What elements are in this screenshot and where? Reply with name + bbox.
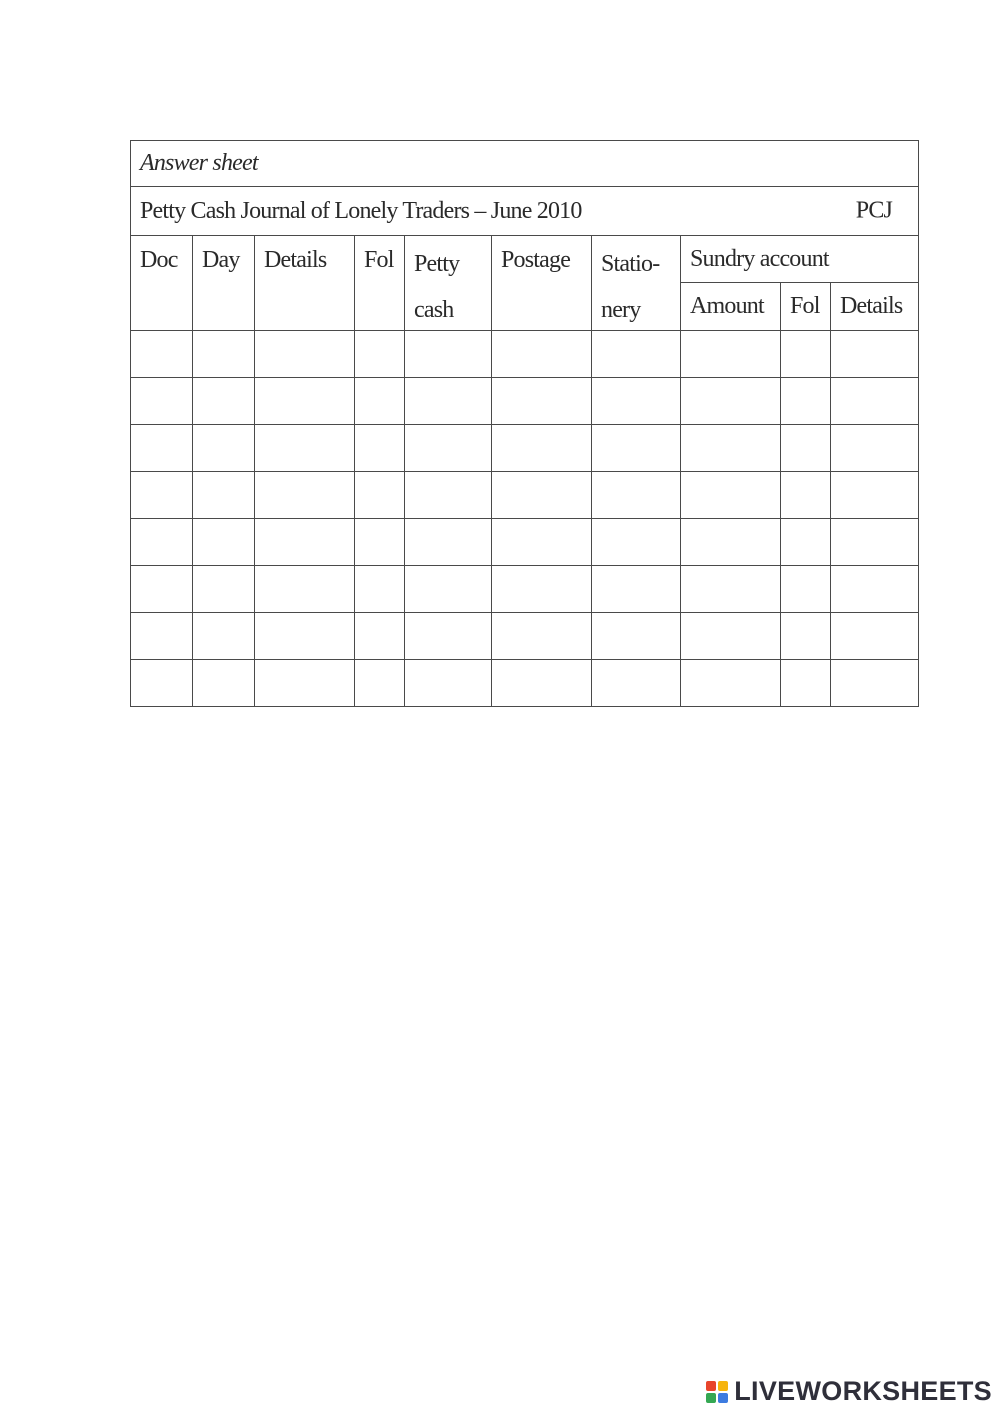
table-row <box>131 519 919 566</box>
header-postage: Postage <box>492 236 592 331</box>
answer-cell[interactable] <box>405 331 492 378</box>
answer-cell[interactable] <box>193 331 255 378</box>
answer-cell[interactable] <box>492 519 592 566</box>
logo-square-green <box>706 1393 716 1403</box>
answer-cell[interactable] <box>492 378 592 425</box>
header-sundry-details: Details <box>831 283 919 331</box>
header-stationery-line2: nery <box>601 296 641 323</box>
answer-cell[interactable] <box>781 331 831 378</box>
answer-cell[interactable] <box>592 566 681 613</box>
answer-cell[interactable] <box>831 566 919 613</box>
table-row <box>131 472 919 519</box>
header-sundry-account: Sundry account <box>681 236 919 283</box>
answer-cell[interactable] <box>405 566 492 613</box>
liveworksheets-wordmark: LIVEWORKSHEETS <box>734 1376 992 1406</box>
answer-cell[interactable] <box>131 331 193 378</box>
answer-cell[interactable] <box>255 425 355 472</box>
logo-square-red <box>706 1381 716 1391</box>
answer-cell[interactable] <box>681 378 781 425</box>
answer-cell[interactable] <box>355 425 405 472</box>
answer-cell[interactable] <box>781 566 831 613</box>
answer-cell[interactable] <box>193 566 255 613</box>
answer-cell[interactable] <box>405 660 492 707</box>
header-petty-cash <box>405 236 492 331</box>
answer-cell[interactable] <box>255 378 355 425</box>
header-petty-cash-line2: cash <box>414 296 454 323</box>
journal-title: Petty Cash Journal of Lonely Traders – June 2010 <box>140 197 582 224</box>
answer-cell[interactable] <box>255 519 355 566</box>
answer-cell[interactable] <box>831 660 919 707</box>
answer-cell[interactable] <box>781 519 831 566</box>
answer-cell[interactable] <box>355 613 405 660</box>
answer-cell[interactable] <box>831 378 919 425</box>
answer-cell[interactable] <box>255 472 355 519</box>
answer-cell[interactable] <box>355 378 405 425</box>
answer-cell[interactable] <box>492 331 592 378</box>
answer-cell[interactable] <box>193 613 255 660</box>
answer-cell[interactable] <box>492 660 592 707</box>
table-row <box>131 378 919 425</box>
answer-cell[interactable] <box>405 378 492 425</box>
answer-cell[interactable] <box>592 425 681 472</box>
answer-cell[interactable] <box>681 566 781 613</box>
answer-cell[interactable] <box>131 472 193 519</box>
answer-cell[interactable] <box>592 331 681 378</box>
answer-cell[interactable] <box>681 425 781 472</box>
answer-cell[interactable] <box>592 519 681 566</box>
journal-code: PCJ <box>855 197 893 224</box>
answer-cell[interactable] <box>193 472 255 519</box>
answer-cell[interactable] <box>681 519 781 566</box>
header-stationery-line1: Statio- <box>601 250 660 277</box>
answer-cell[interactable] <box>355 472 405 519</box>
answer-cell[interactable] <box>831 331 919 378</box>
answer-cell[interactable] <box>681 472 781 519</box>
answer-cell[interactable] <box>492 613 592 660</box>
answer-cell[interactable] <box>193 660 255 707</box>
header-amount: Amount <box>681 283 781 331</box>
answer-cell[interactable] <box>255 660 355 707</box>
answer-cell[interactable] <box>781 378 831 425</box>
answer-cell[interactable] <box>681 660 781 707</box>
answer-cell[interactable] <box>255 566 355 613</box>
answer-cell[interactable] <box>781 613 831 660</box>
answer-cell[interactable] <box>131 613 193 660</box>
answer-cell[interactable] <box>831 613 919 660</box>
answer-cell[interactable] <box>592 660 681 707</box>
answer-cell[interactable] <box>255 331 355 378</box>
header-day: Day <box>193 236 255 331</box>
answer-cell[interactable] <box>131 519 193 566</box>
table-row <box>131 566 919 613</box>
answer-cell[interactable] <box>592 472 681 519</box>
answer-cell[interactable] <box>492 472 592 519</box>
answer-cell[interactable] <box>831 519 919 566</box>
answer-cell[interactable] <box>405 425 492 472</box>
answer-cell[interactable] <box>492 425 592 472</box>
table-row <box>131 613 919 660</box>
answer-cell[interactable] <box>831 472 919 519</box>
answer-cell[interactable] <box>193 425 255 472</box>
table-row <box>131 425 919 472</box>
answer-cell[interactable] <box>355 331 405 378</box>
header-doc: Doc <box>131 236 193 331</box>
answer-cell[interactable] <box>405 472 492 519</box>
answer-cell[interactable] <box>831 425 919 472</box>
answer-cell[interactable] <box>492 566 592 613</box>
answer-cell[interactable] <box>405 613 492 660</box>
header-petty-cash-line1: Petty <box>414 250 460 277</box>
answer-cell[interactable] <box>355 660 405 707</box>
logo-square-blue <box>718 1393 728 1403</box>
answer-cell[interactable] <box>193 519 255 566</box>
answer-cell[interactable] <box>781 472 831 519</box>
table-row <box>131 331 919 378</box>
answer-cell[interactable] <box>193 378 255 425</box>
answer-cell[interactable] <box>781 660 831 707</box>
answer-cell[interactable] <box>681 331 781 378</box>
header-sundry-fol: Fol <box>781 283 831 331</box>
header-stationery <box>592 236 681 331</box>
answer-cell[interactable] <box>131 378 193 425</box>
header-fol: Fol <box>355 236 405 331</box>
answer-sheet-table <box>130 140 919 707</box>
answer-cell[interactable] <box>405 519 492 566</box>
answer-cell[interactable] <box>681 613 781 660</box>
answer-cell[interactable] <box>592 378 681 425</box>
header-details: Details <box>255 236 355 331</box>
answer-cell[interactable] <box>355 519 405 566</box>
answer-cell[interactable] <box>781 425 831 472</box>
answer-cell[interactable] <box>131 425 193 472</box>
table-row <box>131 660 919 707</box>
liveworksheets-logo-icon <box>706 1381 728 1403</box>
answer-cell[interactable] <box>255 613 355 660</box>
logo-square-yellow <box>718 1381 728 1391</box>
answer-cell[interactable] <box>355 566 405 613</box>
answer-sheet-title: Answer sheet <box>131 141 919 187</box>
journal-heading <box>131 187 919 236</box>
answer-cell[interactable] <box>131 660 193 707</box>
liveworksheets-brand <box>706 1376 992 1407</box>
answer-cell[interactable] <box>592 613 681 660</box>
answer-cell[interactable] <box>131 566 193 613</box>
